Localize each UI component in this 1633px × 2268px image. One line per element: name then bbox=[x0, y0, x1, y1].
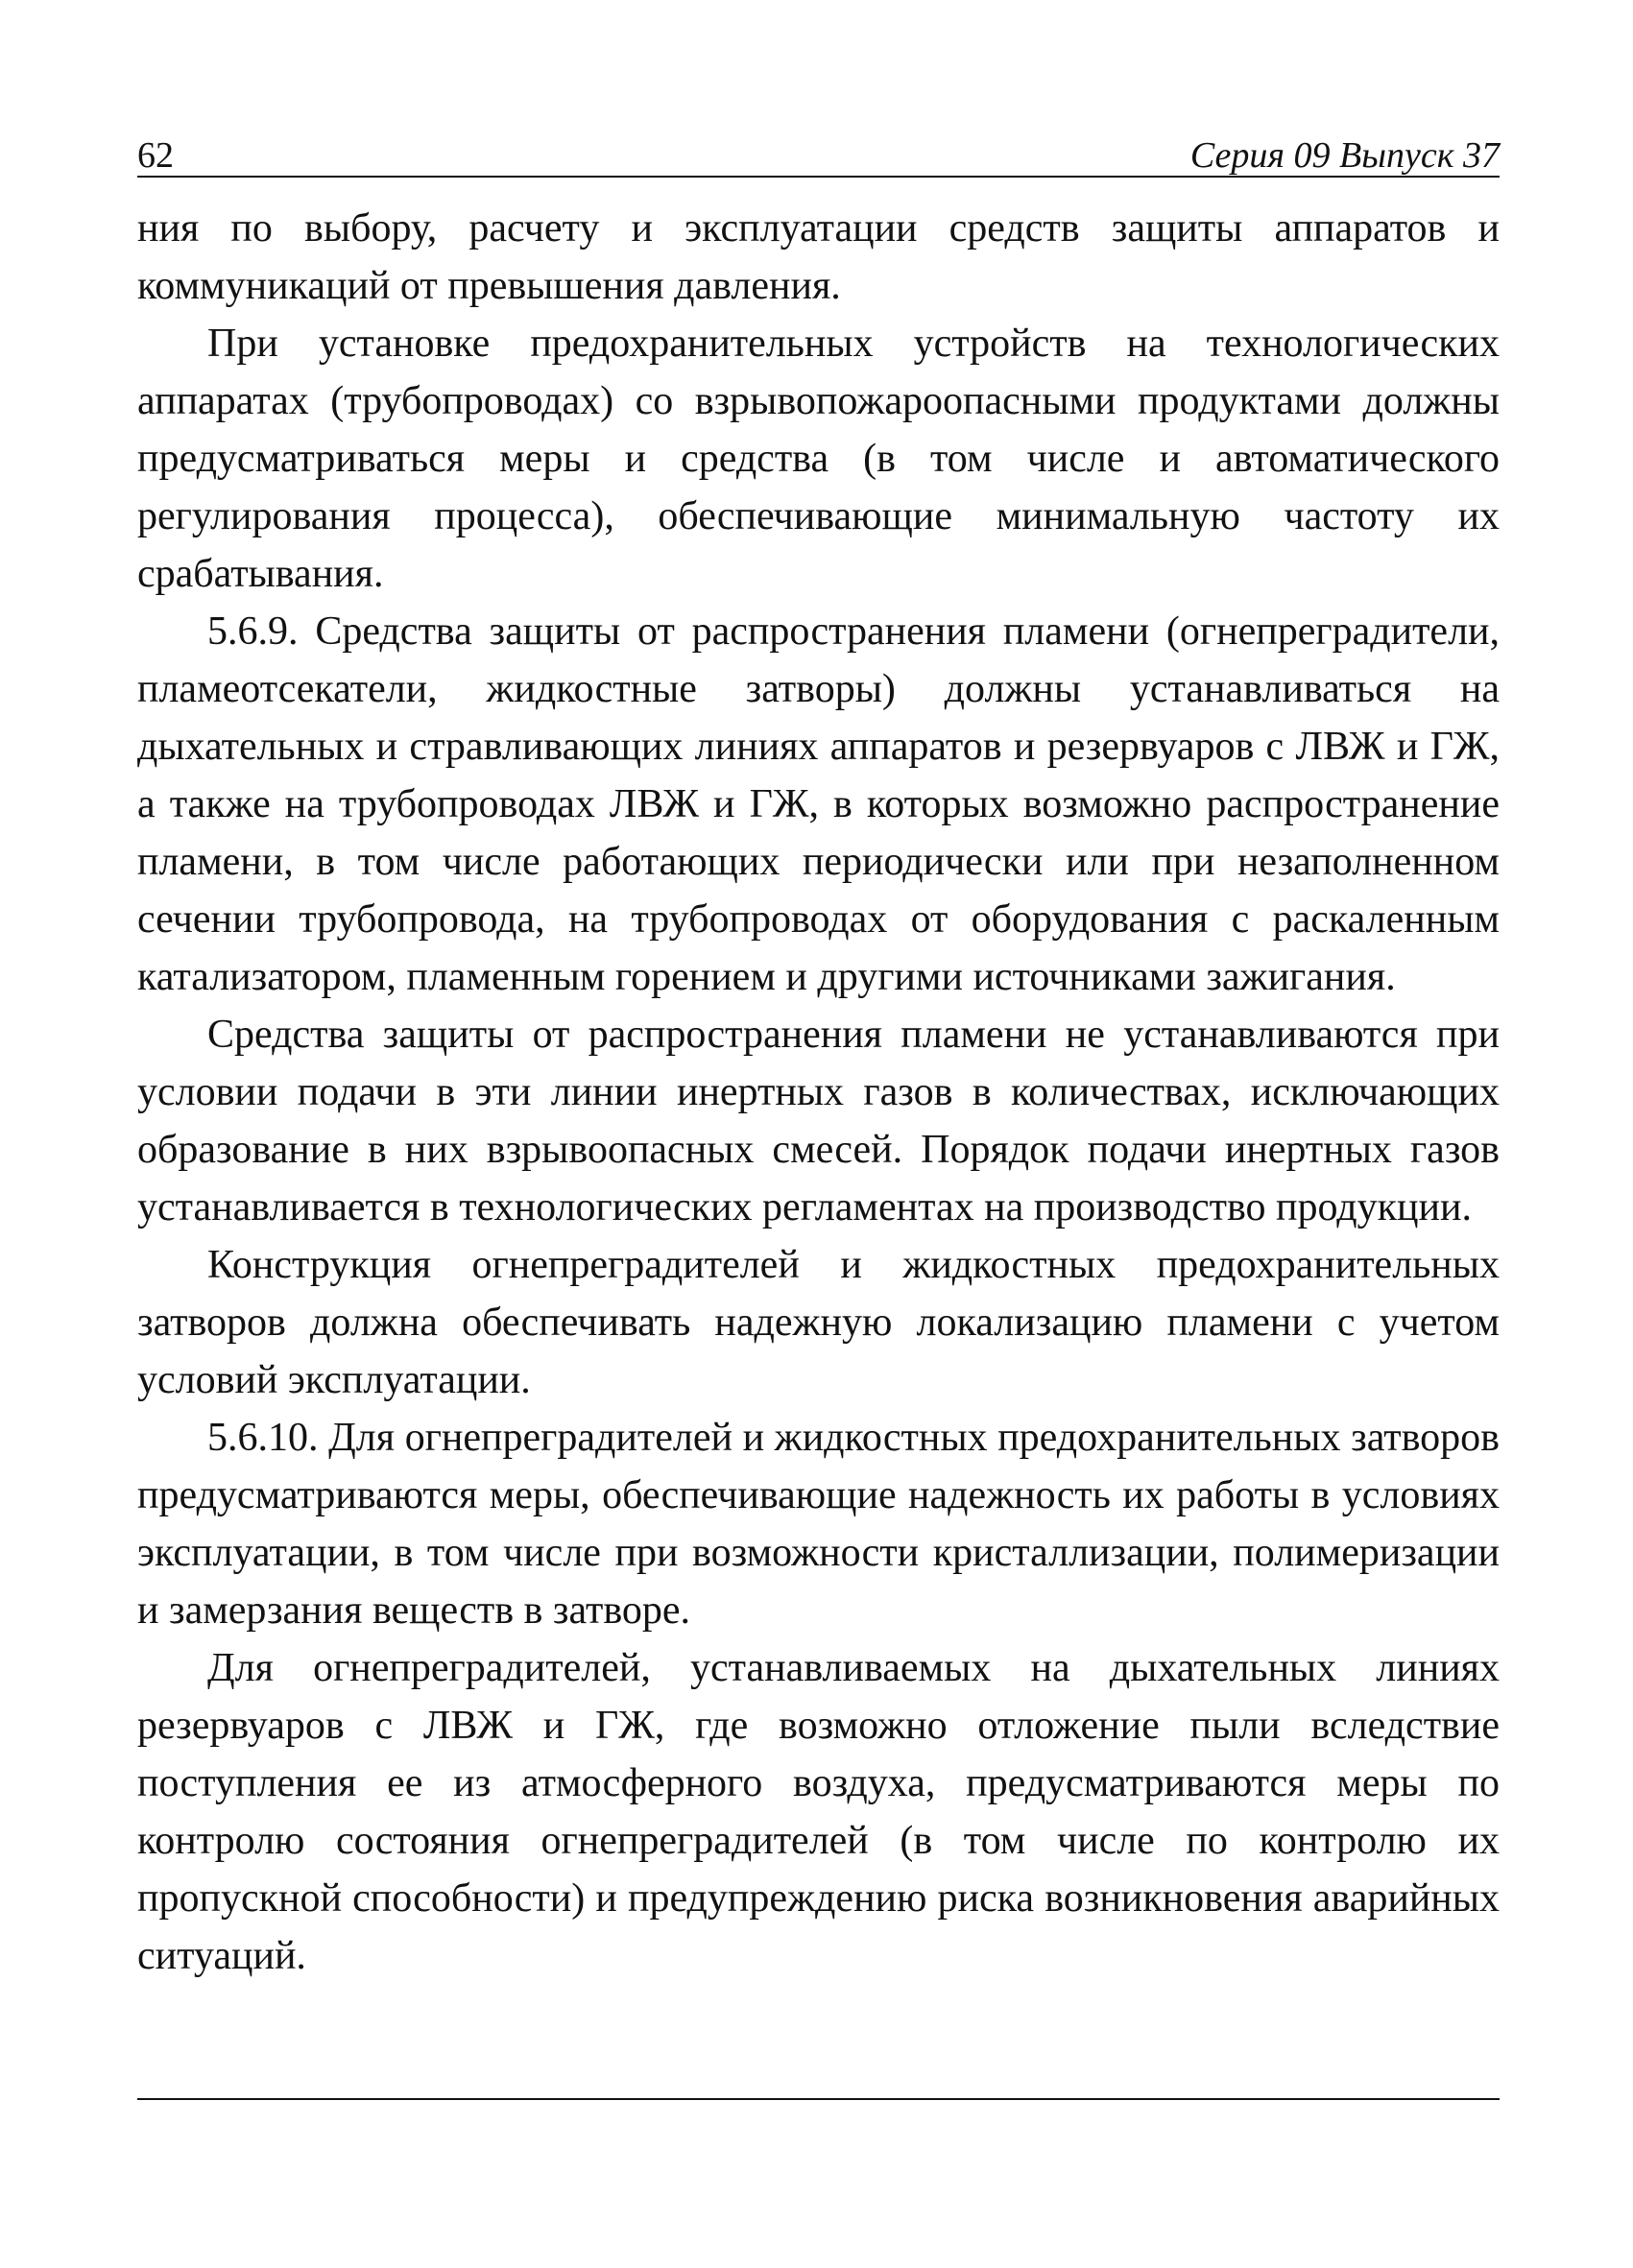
footer-rule bbox=[137, 2098, 1500, 2100]
paragraph: Средства защиты от распространения пламени не устанавливаются при условии подачи в эти линии инертных газов в количествах, исключающих образование в них взрывоопасных смесей. Порядок подачи инертных газов устанавливается в технологических регламентах на производство продукции. bbox=[137, 1013, 1500, 1229]
paragraph: Конструкция огнепреградителей и жидкостных предохранительных затворов должна обеспечивать надежную локализацию пламени с учетом условий эксплуатации. bbox=[137, 1243, 1500, 1402]
page-number: 62 bbox=[137, 135, 174, 176]
paragraph: Для огнепреградителей, устанавливаемых на дыхательных линиях резервуаров с ЛВЖ и ГЖ, где возможно отложение пыли вследствие поступления ее из атмосферного воздуха, предусматриваются меры по контролю состояния огнепреградителей (в том числе по контролю их пропускной способности) и предупреждению риска возникновения аварийных ситуаций. bbox=[137, 1646, 1500, 1978]
header-rule bbox=[137, 176, 1500, 178]
paragraph-5-6-10: 5.6.10. Для огнепреградителей и жидкостных предохранительных затворов предусматриваются меры, обеспечивающие надежность их работы в условиях эксплуатации, в том числе при возможности кристаллизации, полимеризации и замерзания веществ в затворе. bbox=[137, 1416, 1500, 1633]
body-text bbox=[137, 200, 1500, 1985]
running-head: Серия 09 Выпуск 37 bbox=[1189, 135, 1500, 176]
paragraph: При установке предохранительных устройств на технологических аппаратах (трубопроводах) со взрывопожароопасными продуктами должны предусматриваться меры и средства (в том числе и автоматического регулирования процесса), обеспечивающие минимальную частоту их срабатывания. bbox=[137, 322, 1500, 596]
page-header bbox=[137, 128, 1500, 178]
paragraph-continuation: ния по выбору, расчету и эксплуатации средств защиты аппаратов и коммуникаций от превышения давления. bbox=[137, 206, 1500, 308]
paragraph-5-6-9: 5.6.9. Средства защиты от распространения пламени (огнепреградители, пламеотсекатели, жидкостные затворы) должны устанавливаться на дыхательных и стравливающих линиях аппаратов и резервуаров с ЛВЖ и ГЖ, а также на трубопроводах ЛВЖ и ГЖ, в которых возможно распространение пламени, в том числе работающих периодически или при незаполненном сечении трубопровода, на трубопроводах от оборудования с раскаленным катализатором, пламенным горением и другими источниками зажигания. bbox=[137, 609, 1500, 999]
